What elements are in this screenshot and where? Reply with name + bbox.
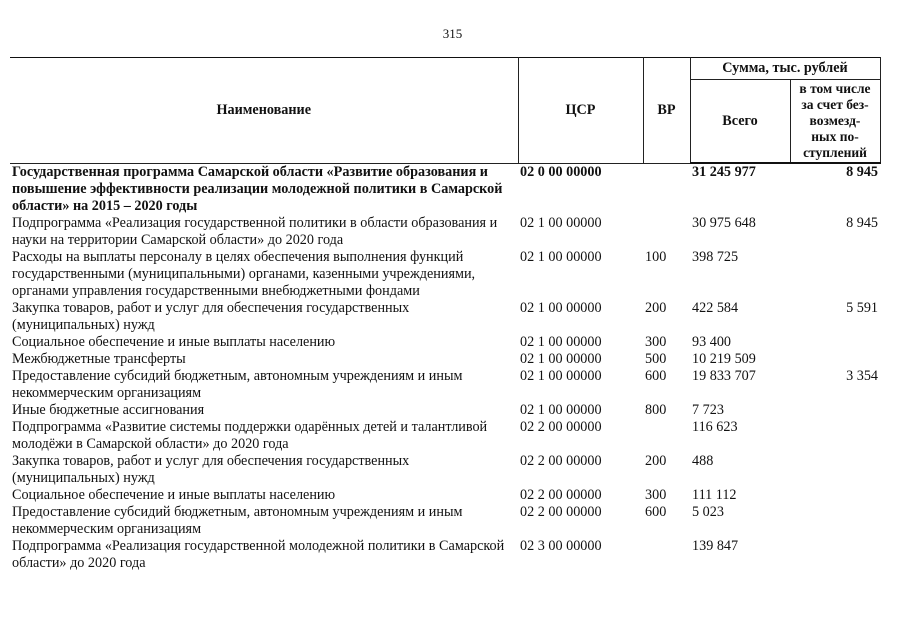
row-vr: 300 xyxy=(645,333,667,350)
row-vr: 600 xyxy=(645,503,667,520)
row-vr: 100 xyxy=(645,248,667,265)
row-total: 10 219 509 xyxy=(692,350,756,367)
row-csr: 02 1 00 00000 xyxy=(520,367,602,384)
header-free-line-5: ступлений xyxy=(803,145,867,160)
row-total: 139 847 xyxy=(692,537,739,554)
row-vr xyxy=(643,538,690,572)
row-name: Государственная программа Самарской области «Развитие образования и повышение эффективности реализации молодежной политики в Самарской области» на 2015 – 2020 годы xyxy=(12,163,503,214)
row-free: 8 945 xyxy=(846,214,878,231)
header-free xyxy=(790,80,880,164)
table-row xyxy=(10,368,880,402)
table-row xyxy=(10,419,880,453)
row-name: Иные бюджетные ассигнования xyxy=(12,401,205,418)
row-name: Закупка товаров, работ и услуг для обеспечения государственных (муниципальных) нужд xyxy=(12,452,410,486)
row-csr: 02 2 00 00000 xyxy=(520,418,602,435)
row-vr: 300 xyxy=(645,486,667,503)
row-free xyxy=(790,538,880,572)
row-csr: 02 1 00 00000 xyxy=(520,248,602,265)
row-csr: 02 2 00 00000 xyxy=(520,452,602,469)
row-total: 398 725 xyxy=(692,248,739,265)
row-vr xyxy=(643,163,690,215)
row-total: 111 112 xyxy=(692,486,737,503)
row-name: Социальное обеспечение и иные выплаты населению xyxy=(12,486,336,503)
row-total: 116 623 xyxy=(692,418,738,435)
row-vr: 200 xyxy=(645,452,667,469)
row-csr: 02 0 00 00000 xyxy=(520,163,602,180)
row-name: Предоставление субсидий бюджетным, автономным учреждениям и иным некоммерческим организациям xyxy=(12,367,463,401)
row-vr: 200 xyxy=(645,299,667,316)
row-free xyxy=(790,487,880,504)
row-total: 31 245 977 xyxy=(692,164,756,180)
row-csr: 02 1 00 00000 xyxy=(520,214,602,231)
header-amount: Сумма, тыс. рублей xyxy=(690,58,880,80)
table-row xyxy=(10,402,880,419)
table-row xyxy=(10,504,880,538)
row-total: 30 975 648 xyxy=(692,214,756,231)
row-total: 5 023 xyxy=(692,503,724,520)
row-free xyxy=(790,334,880,351)
table-row xyxy=(10,538,880,572)
row-csr: 02 1 00 00000 xyxy=(520,299,602,316)
page-number: 315 xyxy=(442,26,463,41)
row-free xyxy=(790,419,880,453)
table-row xyxy=(10,163,880,215)
row-csr: 02 1 00 00000 xyxy=(520,333,602,350)
budget-table xyxy=(10,57,881,572)
header-free-line-2: за счет без- xyxy=(801,97,869,112)
row-total: 7 723 xyxy=(692,401,724,418)
table-row xyxy=(10,487,880,504)
row-csr: 02 2 00 00000 xyxy=(520,486,602,503)
row-total: 93 400 xyxy=(692,333,732,350)
row-name: Подпрограмма «Развитие системы поддержки одарённых детей и талантливой молодёжи в Самарской области» до 2020 года xyxy=(12,418,488,452)
row-free: 3 354 xyxy=(846,367,878,384)
row-name: Подпрограмма «Реализация государственной молодежной политики в Самарской области» до 2020 года xyxy=(12,537,505,571)
header-free-line-1: в том числе xyxy=(799,81,871,96)
row-total: 19 833 707 xyxy=(692,367,756,384)
row-csr: 02 2 00 00000 xyxy=(520,503,602,520)
row-free xyxy=(790,453,880,487)
table-row xyxy=(10,300,880,334)
row-csr: 02 1 00 00000 xyxy=(520,350,602,367)
row-free: 5 591 xyxy=(846,299,878,316)
row-name: Межбюджетные трансферты xyxy=(12,350,186,367)
row-name: Предоставление субсидий бюджетным, автономным учреждениям и иным некоммерческим организациям xyxy=(12,503,463,537)
header-total: Всего xyxy=(690,80,790,164)
row-total: 488 xyxy=(692,452,714,469)
row-vr xyxy=(643,419,690,453)
row-free xyxy=(790,351,880,368)
row-vr: 800 xyxy=(645,401,667,418)
row-free: 8 945 xyxy=(846,164,878,180)
table-row xyxy=(10,351,880,368)
row-free xyxy=(790,402,880,419)
header-vr: ВР xyxy=(643,58,690,164)
header-free-line-3: возмезд- xyxy=(809,113,861,128)
row-name: Подпрограмма «Реализация государственной политики в области образования и науки на территории Самарской области» до 2020 года xyxy=(12,214,498,248)
row-name: Социальное обеспечение и иные выплаты населению xyxy=(12,333,336,350)
table-row xyxy=(10,334,880,351)
row-csr: 02 1 00 00000 xyxy=(520,401,602,418)
header-free-line-4: ных по- xyxy=(811,129,859,144)
row-vr: 600 xyxy=(645,367,667,384)
row-total: 422 584 xyxy=(692,299,739,316)
row-vr: 500 xyxy=(645,350,667,367)
row-free xyxy=(790,504,880,538)
row-name: Расходы на выплаты персоналу в целях обеспечения выполнения функций государственными (муниципальными) органами, казенными учреждениями, органами управления государственными внебюджетными фондами xyxy=(12,248,476,299)
table-row xyxy=(10,249,880,300)
header-csr: ЦСР xyxy=(518,58,643,164)
row-vr xyxy=(643,215,690,249)
row-csr: 02 3 00 00000 xyxy=(520,537,602,554)
table-row xyxy=(10,215,880,249)
table-row xyxy=(10,453,880,487)
row-name: Закупка товаров, работ и услуг для обеспечения государственных (муниципальных) нужд xyxy=(12,299,410,333)
header-name: Наименование xyxy=(10,58,518,164)
row-free xyxy=(790,249,880,300)
